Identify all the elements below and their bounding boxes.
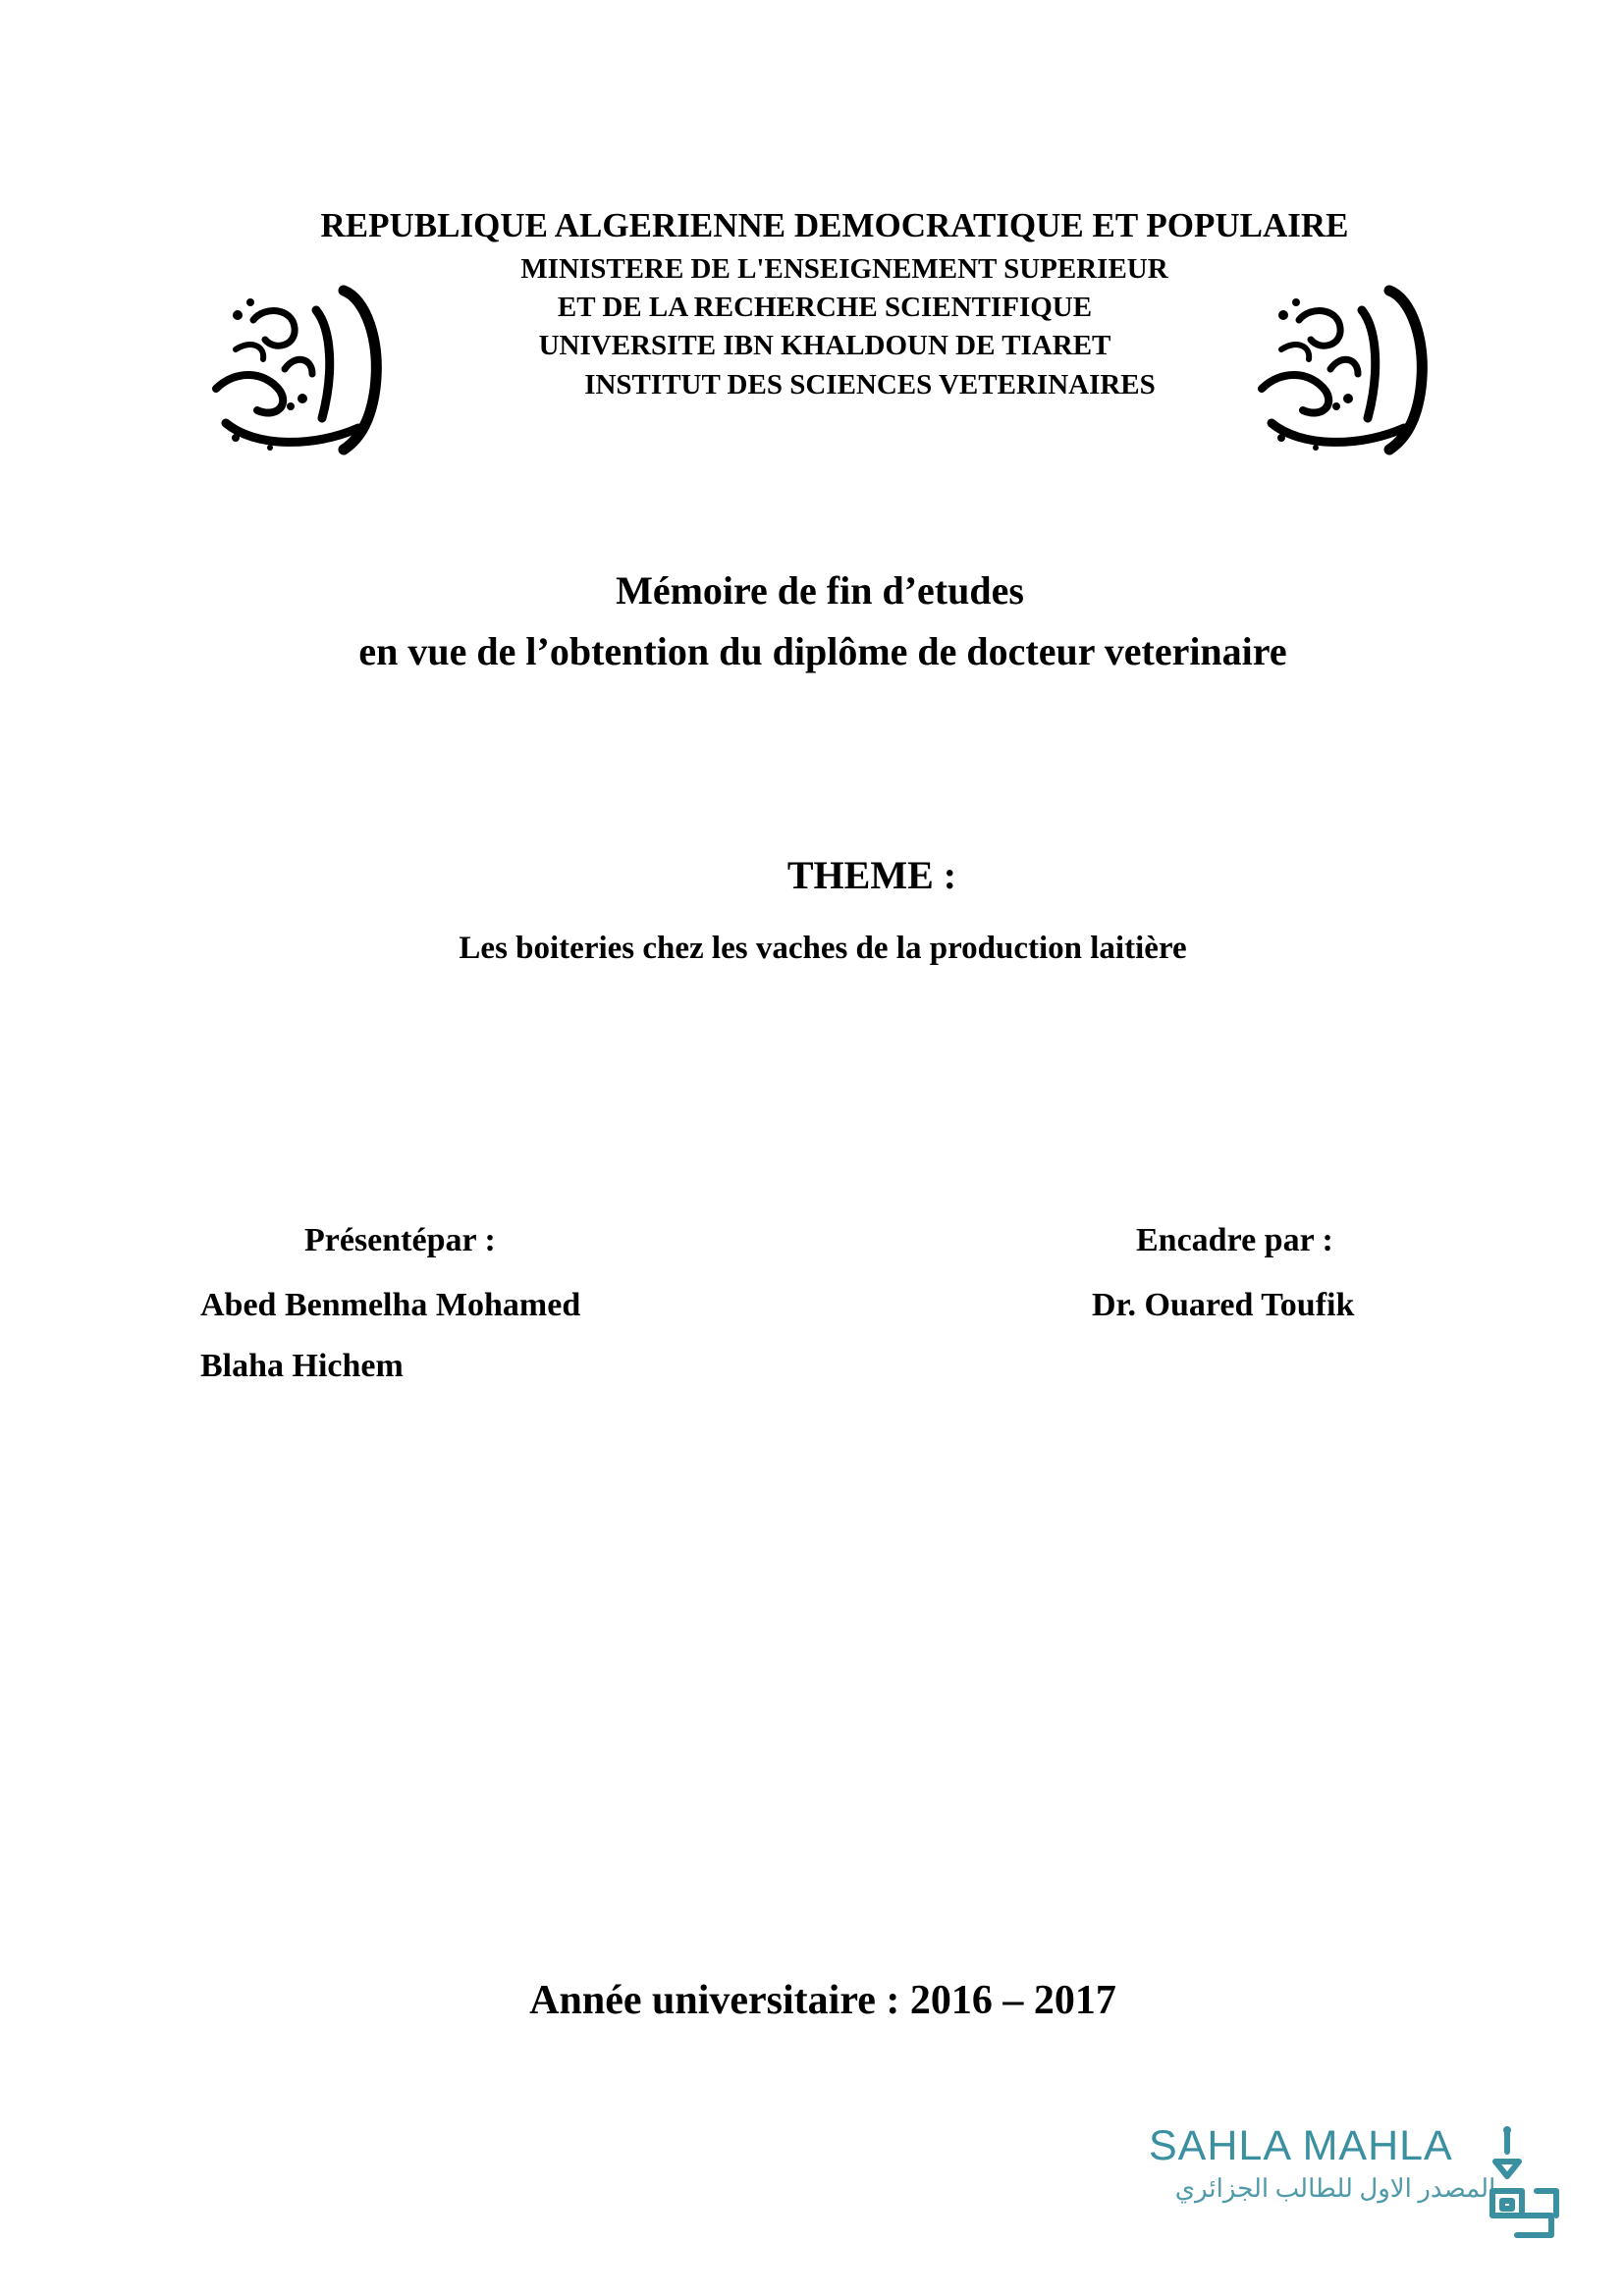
- header-republic: REPUBLIQUE ALGERIENNE DEMOCRATIQUE ET POPULAIRE: [320, 206, 1349, 244]
- header-institute: INSTITUT DES SCIENCES VETERINAIRES: [584, 369, 1156, 400]
- theme-label: THEME :: [786, 853, 957, 897]
- document-subtitle: en vue de l’obtention du diplôme de docteur veterinaire: [358, 629, 1287, 673]
- supervisor-name: Dr. Ouared Toufik: [1092, 1287, 1355, 1323]
- header-ministry-line2: ET DE LA RECHERCHE SCIENTIFIQUE: [557, 292, 1093, 323]
- university-logo-right: [1242, 281, 1448, 457]
- academic-year: Année universitaire : 2016 – 2017: [529, 1978, 1116, 2023]
- document-title: Mémoire de fin d’etudes: [616, 568, 1024, 613]
- author-name: Blaha Hichem: [200, 1348, 404, 1384]
- watermark-tagline: المصدر الاول للطالب الجزائري: [1174, 2174, 1496, 2203]
- university-logo-left: [196, 281, 403, 457]
- header-ministry-line1: MINISTERE DE L'ENSEIGNEMENT SUPERIEUR: [520, 253, 1168, 285]
- watermark-logo-icon: [1478, 2122, 1576, 2240]
- author-name: Abed Benmelha Mohamed: [200, 1287, 581, 1323]
- presented-by-label: Présentépar :: [304, 1222, 496, 1258]
- header-university: UNIVERSITE IBN KHALDOUN DE TIARET: [538, 330, 1111, 361]
- watermark-brand: SAHLA MAHLA: [1149, 2122, 1453, 2169]
- supervised-by-label: Encadre par :: [1136, 1222, 1333, 1258]
- theme-subject: Les boiteries chez les vaches de la production laitière: [459, 931, 1187, 966]
